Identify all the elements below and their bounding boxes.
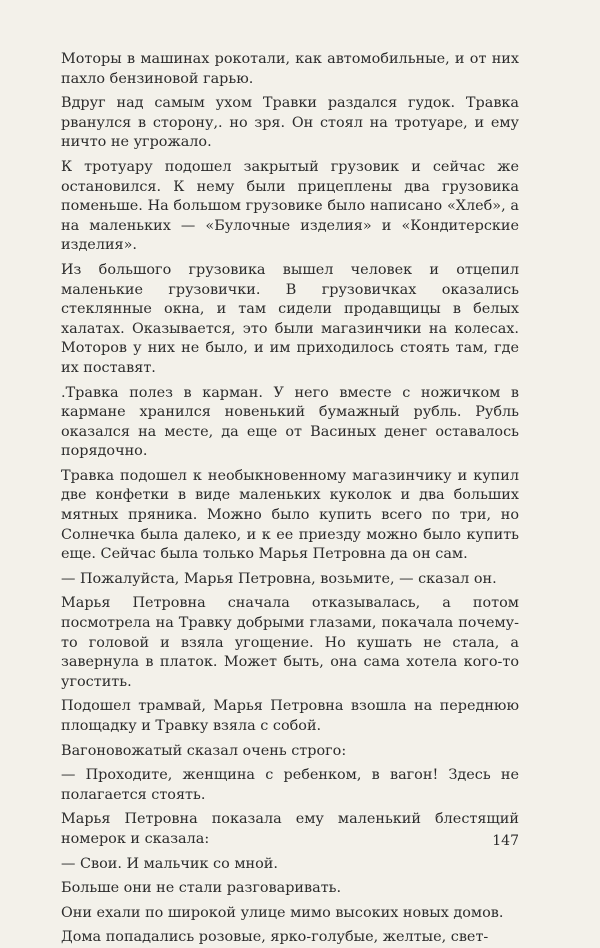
paragraph: — Свои. И мальчик со мной.	[61, 855, 278, 872]
paragraph: Вагоновожатый сказал очень строго:	[61, 742, 347, 759]
paragraph: Моторы в машинах рокотали, как автомобильные, и от них пахло бензиновой гарью.	[61, 51, 519, 87]
paragraph: Больше они не стали разговаривать.	[61, 880, 342, 897]
paragraph: Марья Петровна показала ему маленький блестящий номерок и сказала:	[61, 811, 519, 847]
paragraph: Травка подошел к необыкновенному магазинчику и купил две конфетки в виде маленьких куколок и два больших мятных пряника. Можно было купить всего по три, но Солнечка была далеко, и к ее приезду можно было купить еще. Сейчас была только Марья Петровна да он сам.	[61, 467, 519, 563]
paragraph: .Травка полез в карман. У него вместе с ножичком в кармане хранился новенький бумажный рубль. Рубль оказался на месте, да еще от Васиных денег оставалось порядочно.	[61, 384, 519, 460]
paragraph: Подошел трамвай, Марья Петровна взошла на переднюю площадку и Травку взяла с собой.	[61, 698, 519, 734]
paragraph: — Проходите, женщина с ребенком, в вагон! Здесь не полагается стоять.	[61, 767, 519, 803]
paragraph: Вдруг над самым ухом Травки раздался гудок. Травка рванулся в сторону,. но зря. Он стоял на тротуаре, и ему ничто не угрожало.	[61, 95, 519, 151]
paragraph: К тротуару подошел закрытый грузовик и сейчас же остановился. К нему были прицеплены два грузовика поменьше. На большом грузовике было написано «Хлеб», а на маленьких — «Булочные изделия» и «Кондитерские изделия».	[61, 158, 519, 254]
paragraph: — Пожалуйста, Марья Петровна, возьмите, — сказал он.	[61, 570, 497, 587]
paragraph: Марья Петровна сначала отказывалась, а потом посмотрела на Травку добрыми глазами, покачала почему-то головой и взяла угощение. Но кушать не стала, а завернула в платок. Может быть, она сама хотела кого-то угостить.	[61, 595, 519, 690]
book-page-text	[61, 50, 519, 948]
paragraph: Они ехали по широкой улице мимо высоких новых домов.	[61, 904, 504, 921]
paragraph: Дома попадались розовые, ярко-голубые, желтые, свет-	[61, 929, 489, 946]
page-number: 147	[492, 833, 519, 849]
paragraph: Из большого грузовика вышел человек и отцепил маленькие грузовички. В грузовичках оказались стеклянные окна, и там сидели продавщицы в белых халатах. Оказывается, это были магазинчики на колесах. Моторов у них не было, и им приходилось стоять там, где их поставят.	[61, 261, 519, 376]
